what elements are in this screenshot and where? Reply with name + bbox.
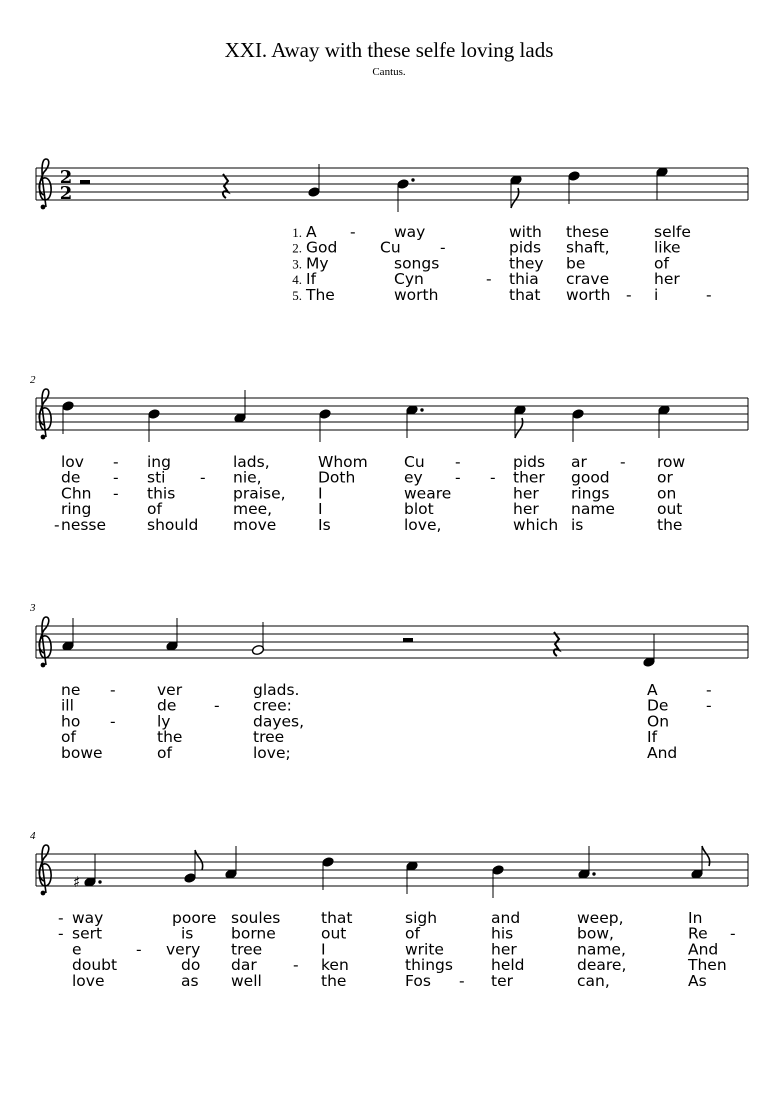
half-rest	[80, 180, 90, 184]
lyric-syllable: the	[157, 728, 183, 747]
lyric-syllable: that	[509, 285, 541, 304]
lyric-syllable: love,	[404, 515, 442, 534]
lyric-syllable: ken	[321, 956, 349, 975]
lyric-syllable: Cu	[404, 453, 425, 471]
lyric-syllable: ill	[61, 696, 74, 715]
lyric-syllable: the	[321, 971, 347, 990]
lyric-syllable: If	[647, 728, 658, 747]
measure-number: 4	[30, 830, 36, 842]
note-flag	[515, 418, 523, 438]
lyric-syllable: If	[306, 270, 317, 289]
lyric-hyphen: -	[110, 681, 116, 699]
lyric-syllable: In	[688, 909, 703, 927]
lyric-syllable: lov	[61, 453, 84, 471]
lyric-syllable: her	[513, 484, 539, 503]
note-flag	[511, 188, 519, 208]
time-signature-denominator: 2	[59, 183, 73, 204]
lyric-syllable: soules	[231, 909, 281, 927]
lyric-syllable: blot	[404, 500, 434, 519]
part-name: Cantus.	[372, 66, 406, 78]
lyric-syllable: And	[688, 940, 719, 959]
lyric-hyphen: -	[706, 285, 712, 304]
lyric-syllable: dar	[231, 956, 257, 975]
lyric-syllable: her	[513, 500, 539, 519]
lyric-syllable: sigh	[405, 909, 438, 927]
lyric-syllable: e	[72, 940, 82, 959]
lyric-syllable: love	[72, 971, 105, 990]
lyric-syllable: de	[61, 468, 81, 487]
verse-number: 4.	[292, 272, 302, 288]
lyric-syllable: ey	[404, 468, 423, 487]
lyric-hyphen: -	[620, 453, 626, 471]
lyric-syllable: As	[688, 971, 707, 990]
lyric-syllable: bow,	[577, 924, 614, 943]
lyric-syllable: Chn	[61, 484, 92, 503]
lyric-hyphen: -	[293, 956, 299, 975]
lyric-syllable: Cu	[380, 238, 401, 257]
sharp-accidental: ♯	[73, 873, 81, 891]
verse-number: 3.	[292, 256, 302, 272]
lyric-syllable: with	[509, 223, 542, 241]
page-title: XXI. Away with these selfe loving lads	[224, 38, 554, 62]
staff-system	[30, 830, 748, 990]
treble-clef-dot	[41, 663, 46, 668]
lyric-syllable: ter	[491, 971, 513, 990]
lyric-syllable: ver	[157, 681, 183, 699]
lyric-syllable: Doth	[318, 468, 356, 487]
lyric-syllable: pids	[513, 453, 546, 471]
lyric-hyphen: -	[706, 696, 712, 715]
lyric-syllable: glads.	[253, 681, 300, 699]
lyric-syllable: praise,	[233, 484, 286, 503]
lyric-syllable: or	[657, 468, 673, 487]
lyric-syllable: love;	[253, 743, 291, 762]
lyric-syllable: that	[321, 909, 353, 927]
lyric-syllable: A	[647, 681, 658, 699]
lyric-syllable: do	[181, 956, 201, 975]
lyric-hyphen: -	[486, 270, 492, 289]
lyric-syllable: very	[166, 940, 201, 959]
augmentation-dot	[98, 880, 101, 883]
lyric-syllable: tree	[231, 940, 263, 959]
lyric-syllable: way	[72, 909, 104, 927]
lyric-hyphen: -	[113, 453, 119, 471]
lyric-syllable: Re	[688, 924, 708, 943]
lyric-syllable: God	[306, 238, 338, 257]
lyric-hyphen: -	[113, 484, 119, 503]
lyric-syllable: her	[654, 270, 680, 289]
lyric-hyphen: -	[626, 285, 632, 304]
lyric-syllable: ther	[513, 468, 545, 487]
lyric-hyphen: -	[58, 924, 64, 943]
lyric-syllable: i	[654, 285, 659, 304]
lyric-syllable: lads,	[233, 453, 270, 471]
half-rest	[403, 638, 413, 642]
lyric-syllable: good	[571, 468, 610, 487]
lyric-syllable: weare	[404, 484, 452, 503]
lyric-syllable: name,	[577, 940, 626, 959]
lyric-syllable: doubt	[72, 956, 118, 975]
lyric-syllable: cree:	[253, 696, 292, 715]
lyric-syllable: borne	[231, 924, 276, 943]
lyric-syllable: ne	[61, 681, 81, 699]
verse-number: 5.	[292, 287, 302, 303]
time-signature-numerator: 2	[59, 167, 73, 188]
quarter-rest	[223, 174, 228, 198]
lyric-syllable: of	[147, 500, 162, 519]
lyric-syllable: I	[318, 484, 323, 503]
lyric-syllable: write	[405, 940, 444, 959]
lyric-syllable: name	[571, 500, 615, 519]
lyric-syllable: mee,	[233, 500, 273, 519]
lyric-hyphen: -	[110, 712, 116, 731]
lyric-syllable: Is	[318, 515, 331, 534]
lyric-syllable: this	[147, 484, 176, 503]
lyric-syllable: bowe	[61, 743, 103, 762]
lyric-syllable: I	[321, 940, 326, 959]
lyric-syllable: should	[147, 515, 199, 534]
lyric-syllable: poore	[172, 909, 217, 927]
lyric-syllable: her	[491, 940, 517, 959]
lyric-syllable: out	[321, 924, 347, 943]
lyric-syllable: row	[657, 453, 686, 471]
lyric-syllable: they	[509, 254, 544, 273]
treble-clef-dot	[41, 435, 46, 440]
lyric-syllable: deare,	[577, 956, 627, 975]
lyric-syllable: Cyn	[394, 270, 424, 289]
verse-number: 2.	[292, 240, 302, 256]
lyric-syllable: which	[513, 515, 559, 534]
lyric-syllable: De	[647, 696, 669, 715]
lyric-syllable: of	[654, 254, 669, 273]
treble-clef-dot	[41, 205, 46, 210]
lyric-syllable: de	[157, 696, 177, 715]
staff-system	[29, 602, 748, 762]
lyric-syllable: And	[647, 743, 678, 762]
lyric-syllable: can,	[577, 971, 610, 990]
lyric-syllable: ring	[61, 500, 92, 519]
lyric-hyphen: -	[113, 468, 119, 487]
lyric-syllable: nesse	[61, 515, 107, 534]
lyric-syllable: The	[306, 285, 335, 304]
lyric-syllable: shaft,	[566, 238, 610, 257]
lyric-syllable: Whom	[318, 453, 368, 471]
note-flag	[195, 850, 203, 870]
lyric-syllable: is	[571, 515, 584, 534]
lyric-hyphen: -	[440, 238, 446, 257]
lyric-syllable: of	[61, 728, 76, 747]
lyric-hyphen: -	[136, 940, 142, 959]
lyric-syllable: and	[491, 909, 521, 927]
lyric-hyphen: -	[58, 909, 64, 927]
verse-number: 1.	[292, 225, 302, 240]
lyric-syllable: selfe	[654, 223, 691, 241]
lyric-syllable: sert	[72, 924, 103, 943]
staff-system	[30, 374, 748, 534]
lyric-syllable: My	[306, 254, 329, 273]
lyric-syllable: on	[657, 484, 677, 503]
lyric-syllable: well	[231, 971, 262, 990]
lyric-hyphen: -	[490, 468, 496, 487]
lyric-syllable: move	[233, 515, 277, 534]
lyric-syllable: the	[657, 515, 683, 534]
lyric-syllable: his	[491, 924, 514, 943]
lyric-syllable: ar	[571, 453, 587, 471]
lyric-syllable: ly	[157, 712, 171, 731]
lyric-syllable: tree	[253, 728, 285, 747]
lyric-syllable: like	[654, 238, 681, 257]
quarter-rest	[554, 632, 559, 656]
lyric-syllable: Fos	[405, 971, 431, 990]
lyric-syllable: songs	[394, 254, 440, 273]
lyric-syllable: dayes,	[253, 712, 305, 731]
lyric-syllable: be	[566, 254, 586, 273]
lyric-syllable: crave	[566, 270, 610, 289]
augmentation-dot	[592, 872, 595, 875]
lyric-hyphen: -	[54, 515, 60, 534]
lyric-syllable: way	[394, 223, 426, 241]
lyric-syllable: these	[566, 223, 610, 241]
staff-system	[36, 159, 748, 304]
lyric-syllable: of	[405, 924, 420, 943]
lyric-syllable: On	[647, 712, 670, 731]
lyric-syllable: ho	[61, 712, 81, 731]
lyric-syllable: of	[157, 743, 172, 762]
lyric-syllable: worth	[394, 285, 439, 304]
lyric-syllable: out	[657, 500, 683, 519]
lyric-syllable: ing	[147, 453, 171, 471]
lyric-hyphen: -	[706, 681, 712, 699]
lyric-hyphen: -	[214, 696, 220, 715]
lyric-hyphen: -	[350, 223, 356, 241]
lyric-syllable: I	[318, 500, 323, 519]
lyric-syllable: weep,	[577, 909, 624, 927]
treble-clef-dot	[41, 891, 46, 896]
lyric-syllable: nie,	[233, 468, 262, 487]
lyric-hyphen: -	[455, 453, 461, 471]
lyric-syllable: held	[491, 956, 525, 975]
lyric-hyphen: -	[455, 468, 461, 487]
augmentation-dot	[411, 178, 414, 181]
lyric-syllable: is	[181, 924, 194, 943]
measure-number: 3	[30, 602, 36, 614]
lyric-syllable: Then	[688, 956, 727, 975]
lyric-hyphen: -	[459, 971, 465, 990]
lyric-syllable: pids	[509, 238, 542, 257]
lyric-hyphen: -	[200, 468, 206, 487]
lyric-syllable: as	[181, 971, 199, 990]
measure-number: 2	[30, 374, 36, 386]
lyric-syllable: thia	[509, 270, 539, 289]
lyric-hyphen: -	[730, 924, 736, 943]
lyric-syllable: sti	[147, 468, 166, 487]
lyric-syllable: A	[306, 223, 317, 241]
lyric-syllable: worth	[566, 285, 611, 304]
note-flag	[702, 846, 710, 866]
lyric-syllable: rings	[571, 484, 610, 503]
lyric-syllable: things	[405, 956, 453, 975]
augmentation-dot	[420, 408, 423, 411]
